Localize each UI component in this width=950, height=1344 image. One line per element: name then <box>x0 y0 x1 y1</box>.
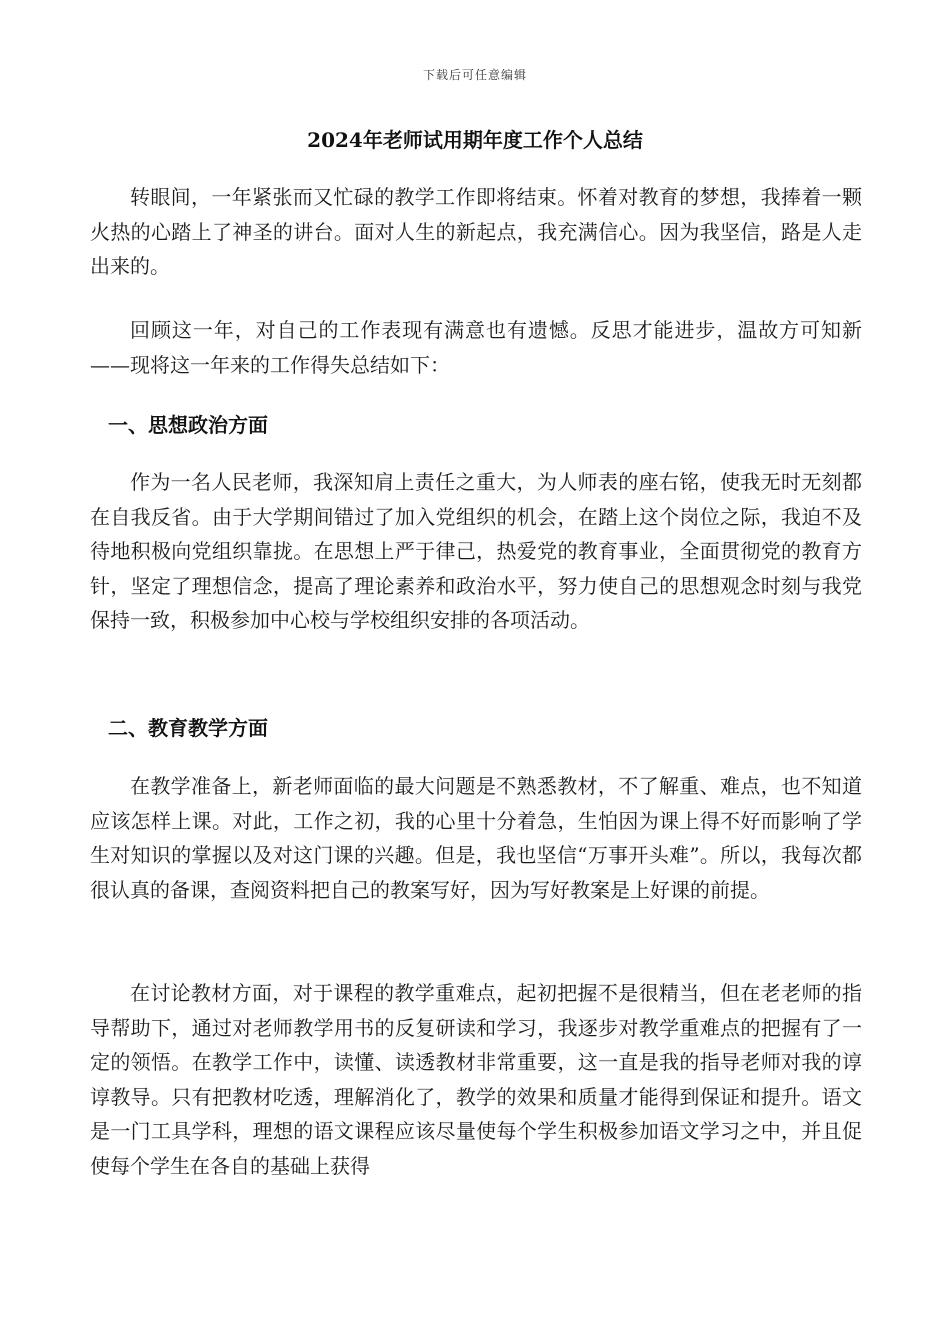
section-heading-ideology: 一、思想政治方面 <box>108 413 268 437</box>
paragraph-teaching-prep: 在教学准备上，新老师面临的最大问题是不熟悉教材，不了解重、难点，也不知道应该怎样上课。对此，工作之初，我的心里十分着急，生怕因为课上得不好而影响了学生对知识的掌握以及对这门课的兴趣。但是，我也坚信“万事开头难”。所以，我每次都很认真的备课，查阅资料把自己的教案写好，因为写好教案是上好课的前提。 <box>90 774 862 902</box>
paragraph-ideology: 作为一名人民老师，我深知肩上责任之重大，为人师表的座右铭，使我无时无刻都在自我反省。由于大学期间错过了加入党组织的机会，在踏上这个岗位之际，我迫不及待地积极向党组织靠拢。在思想上严于律己，热爱党的教育事业，全面贯彻党的教育方针，坚定了理想信念，提高了理论素养和政治水平，努力使自己的思想观念时刻与我党保持一致，积极参加中心校与学校组织安排的各项活动。 <box>90 470 862 632</box>
paragraph-textbook-study: 在讨论教材方面，对于课程的教学重难点，起初把握不是很精当，但在老老师的指导帮助下，通过对老师教学用书的反复研读和学习，我逐步对教学重难点的把握有了一定的领悟。在教学工作中，读懂、读透教材非常重要，这一直是我的指导老师对我的谆谆教导。只有把教材吃透，理解消化了，教学的效果和质量才能得到保证和提升。语文是一门工具学科，理想的语文课程应该尽量使每个学生积极参加语文学习之中，并且促使每个学生在各自的基础上获得 <box>90 981 862 1178</box>
header-note: 下载后可任意编辑 <box>422 68 527 82</box>
paragraph-intro: 转眼间，一年紧张而又忙碌的教学工作即将结束。怀着对教育的梦想，我捧着一颗火热的心踏上了神圣的讲台。面对人生的新起点，我充满信心。因为我坚信，路是人走出来的。 <box>90 185 862 278</box>
paragraph-review: 回顾这一年，对自己的工作表现有满意也有遗憾。反思才能进步，温故方可知新——现将这一年来的工作得失总结如下： <box>90 318 862 377</box>
section-heading-teaching: 二、教育教学方面 <box>108 716 268 740</box>
document-title: 2024年老师试用期年度工作个人总结 <box>307 128 643 152</box>
